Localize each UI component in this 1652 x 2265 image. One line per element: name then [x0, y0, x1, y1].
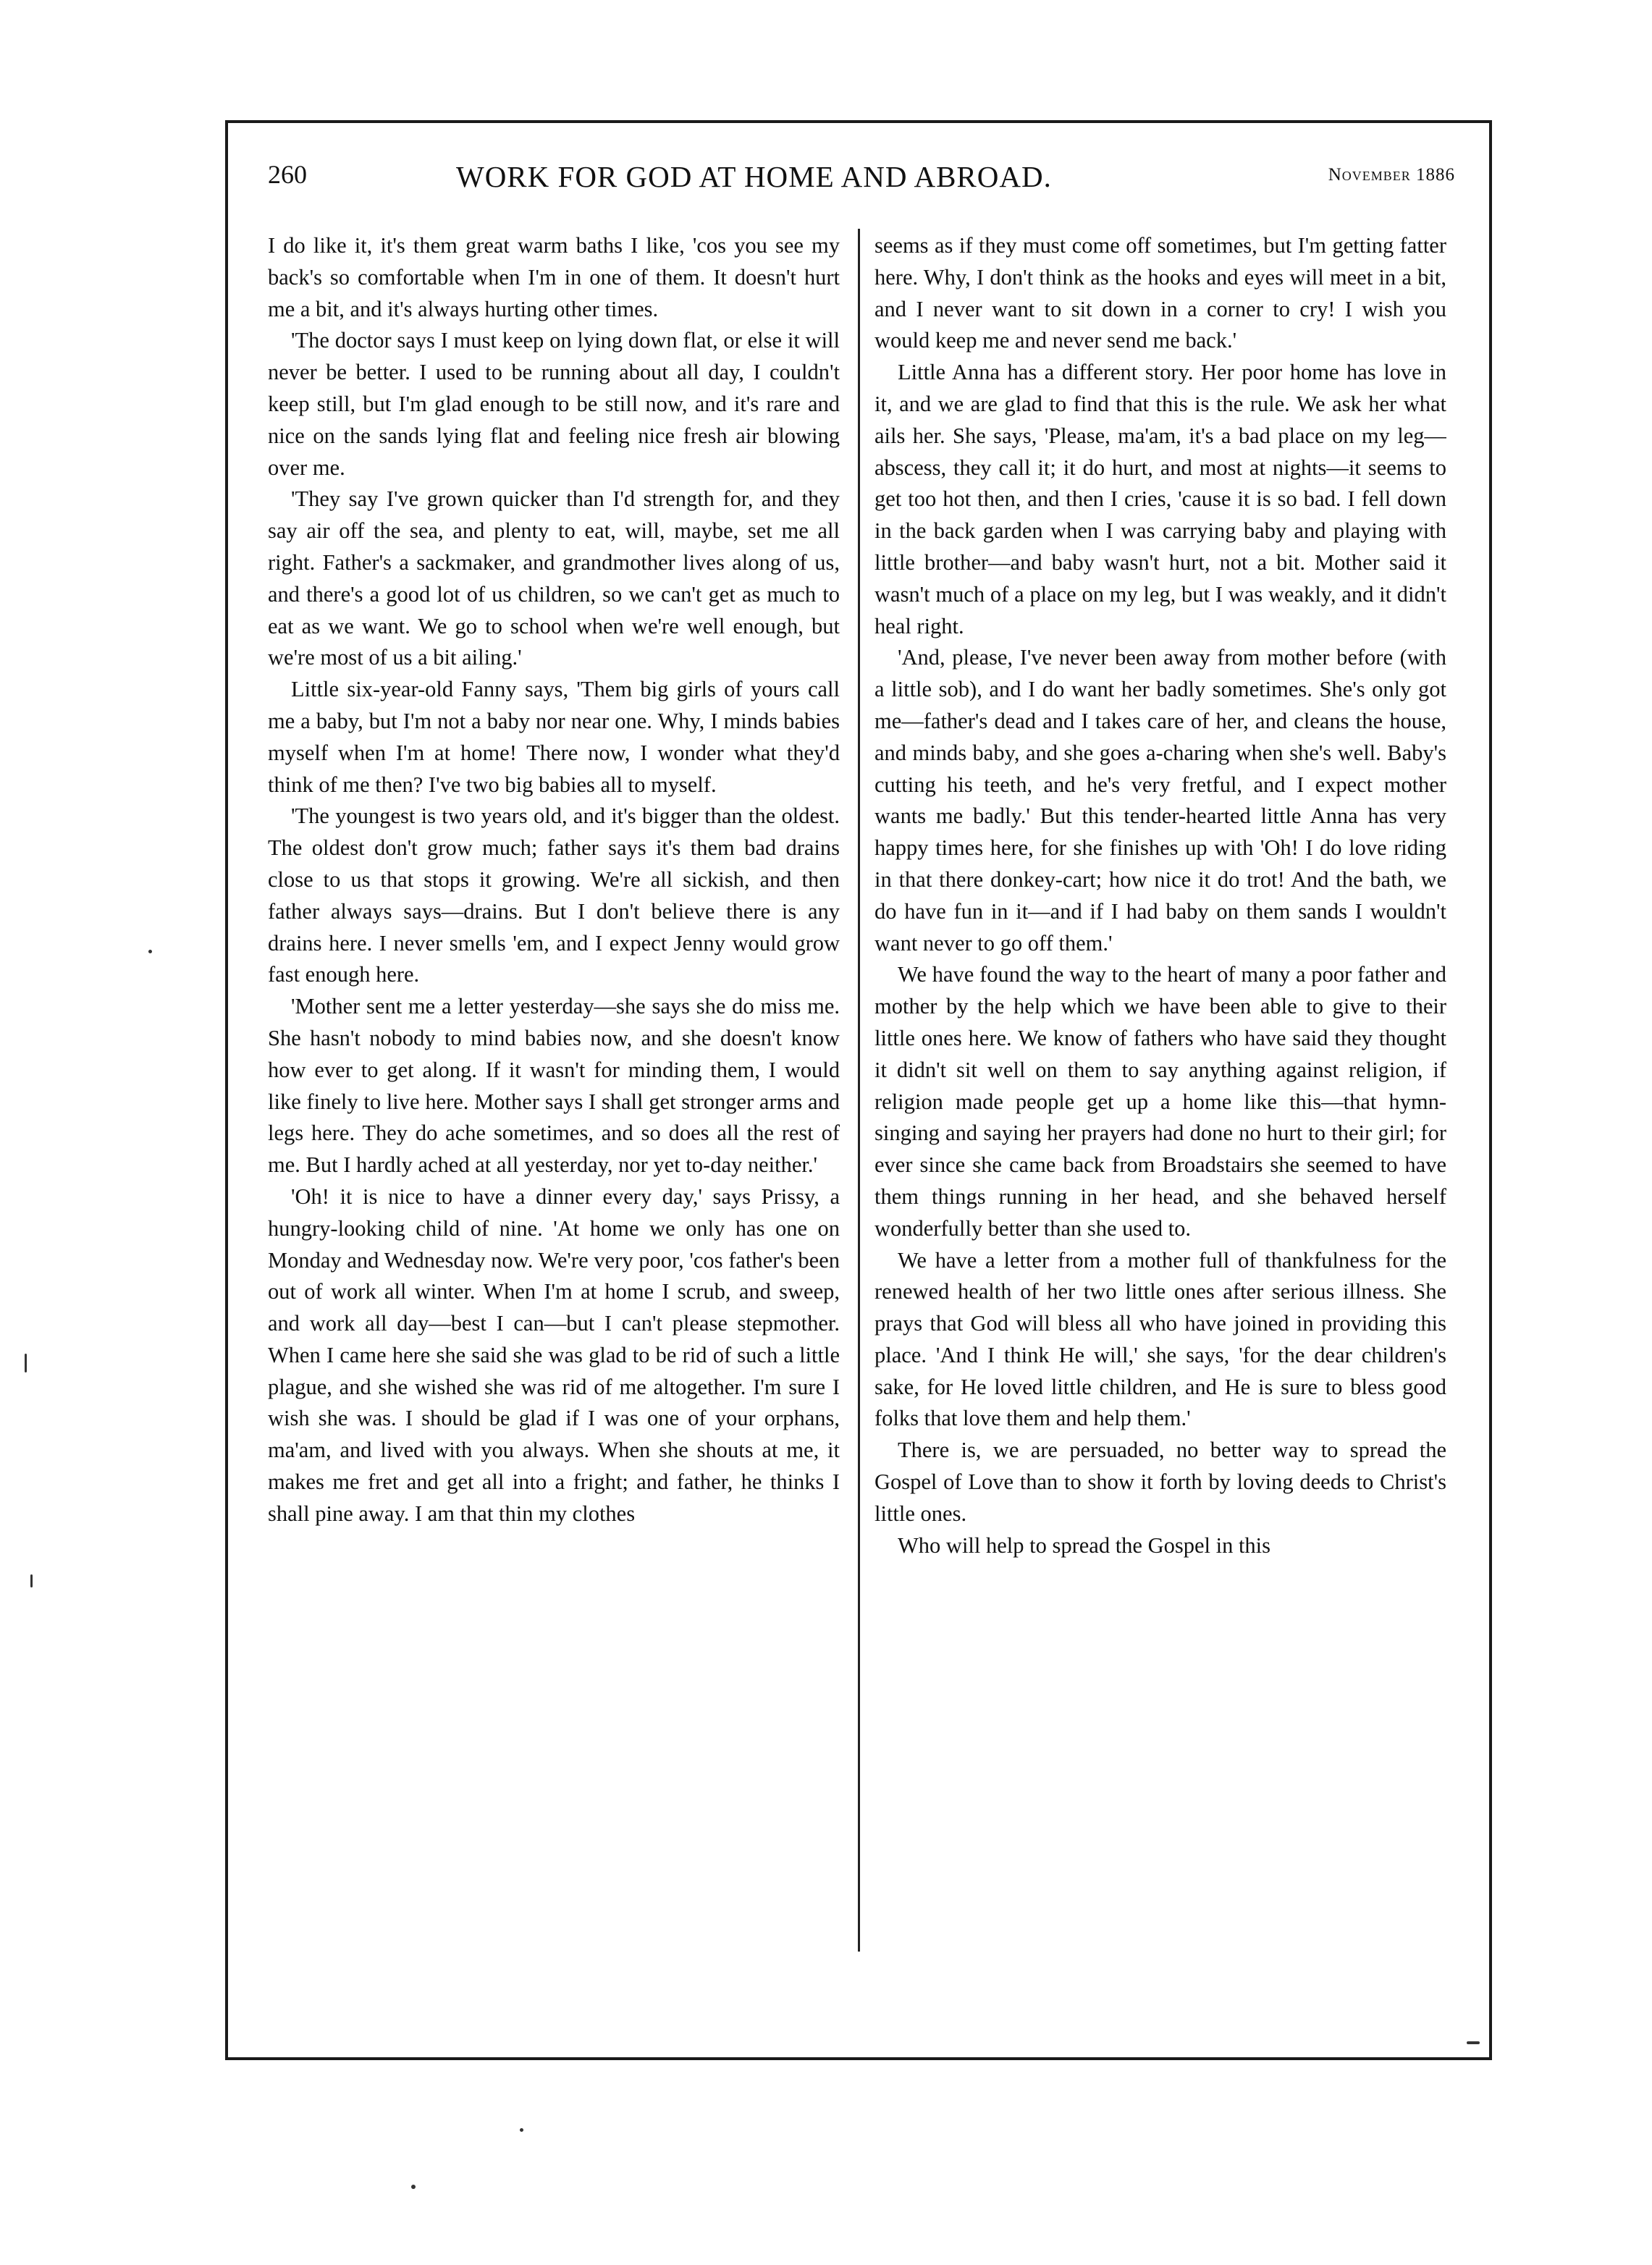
scan-speck	[411, 2185, 416, 2189]
paragraph: I do like it, it's them great warm baths I like, 'cos you see my back's so comfortable when I'm in one of them. It doesn't hurt me a bit, and it's always hurting other times.	[268, 233, 840, 321]
page-number: 260	[268, 160, 307, 189]
running-title: WORK FOR GOD AT HOME AND ABROAD.	[456, 160, 1052, 193]
paragraph: 'Mother sent me a letter yesterday—she says she do miss me. She hasn't nobody to mind babies now, and she doesn't know how ever to get along. If it wasn't for minding them, I would like finely to live here. Mother says I shall get stronger arms and legs here. They do ache sometimes, and so does all the rest of me. But I hardly ached at all yesterday, nor yet to-day neither.'	[268, 994, 840, 1178]
paragraph: 'The youngest is two years old, and it's bigger than the oldest. The oldest don't grow much; father says it's them bad drains close to us that stops it growing. We're all sickish, and then father always says—drains. But I don't believe there is any drains here. I never smells 'em, and I expect Jenny would grow fast enough here.	[268, 803, 840, 987]
paragraph: Little six-year-old Fanny says, 'Them big girls of yours call me a baby, but I'm not a baby nor near one. Why, I minds babies myself when I'm at home! There now, I wonder what they'd think of me then? I've two big babies all to myself.	[268, 677, 840, 797]
paragraph: We have found the way to the heart of many a poor father and mother by the help which we have been able to give to their little ones here. We know of fathers who have said they thought it didn't sit well on them to say anything against religion, if religion made people get up a home like this—that hymn-singing and saying her prayers had done no hurt to their girl; for ever since she came back from Broadstairs she seemed to have them things running in her head, and she behaved herself wonderfully better than she used to.	[875, 962, 1446, 1241]
paragraph: We have a letter from a mother full of thankfulness for the renewed health of her two little ones after serious illness. She prays that God will bless all who have joined in providing this place. 'And I think He will,' she says, 'for the dear children's sake, for He loved little children, and He is sure to bless good folks that love them and help them.'	[875, 1247, 1446, 1431]
paragraph: Little Anna has a different story. Her poor home has love in it, and we are glad to find that this is the rule. We ask her what ails her. She says, 'Please, ma'am, it's a bad place on my leg—abscess, they call it; it do hurt, and most at nights—it seems to get too hot then, and then I cries, 'cause it is so bad. I fell down in the back garden when I was carrying baby and playing with little brother—and baby wasn't hurt, not a bit. Mother said it wasn't much of a place on my leg, but I was weakly, and it didn't heal right.	[875, 360, 1446, 638]
paragraph: 'And, please, I've never been away from mother before (with a little sob), and I do want her badly sometimes. She's only got me—father's dead and I takes care of her, and cleans the house, and minds baby, and she goes a-charing when she's well. Baby's cutting his teeth, and he's very fretful, and I expect mother wants me badly.' But this tender-hearted little Anna has very happy times here, for she finishes up with 'Oh! I do love riding in that there donkey-cart; how nice it do trot! And the bath, we do have fun in it—and if I had baby on them sands I wouldn't want never to go off them.'	[875, 645, 1446, 956]
scan-speck	[25, 1354, 27, 1372]
paragraph: seems as if they must come off sometimes, but I'm getting fatter here. Why, I don't think as the hooks and eyes will meet in a bit, and I never want to sit down in a corner to cry! I wish you would keep me and never send me back.'	[875, 233, 1446, 353]
scan-speck	[1467, 2041, 1480, 2044]
right-column	[875, 230, 1446, 1967]
paragraph: 'Oh! it is nice to have a dinner every day,' says Prissy, a hungry-looking child of nine. 'At home we only has one on Monday and Wednesday now. We're very poor, 'cos father's been out of work all winter. When I'm at home I scrub, and sweep, and work all day—best I can—but I can't please stepmother. When I came here she said she was glad to be rid of such a little plague, and she wished she was rid of me altogether. I'm sure I wish she was. I should be glad if I was one of your orphans, ma'am, and lived with you always. When she shouts at me, it makes me fret and get all into a fright; and father, he thinks I shall pine away. I am that thin my clothes	[268, 1184, 840, 1526]
paragraph: There is, we are persuaded, no better way to spread the Gospel of Love than to show it forth by loving deeds to Christ's little ones.	[875, 1438, 1446, 1526]
column-divider	[858, 229, 860, 1952]
left-column	[268, 230, 840, 1967]
paragraph: 'They say I've grown quicker than I'd strength for, and they say air off the sea, and plenty to eat, will, maybe, set me all right. Father's a sackmaker, and grandmother lives along of us, and there's a good lot of us children, so we can't get as much to eat as we want. We go to school when we're well enough, but we're most of us a bit ailing.'	[268, 486, 840, 670]
paragraph: 'The doctor says I must keep on lying down flat, or else it will never be better. I used to be running about all day, I couldn't keep still, but I'm glad enough to be still now, and it's rare and nice on the sands lying flat and feeling nice fresh air blowing over me.	[268, 328, 840, 480]
scan-speck	[520, 2128, 523, 2132]
scan-speck	[30, 1574, 33, 1587]
paragraph: Who will help to spread the Gospel in this	[898, 1532, 1271, 1558]
issue-date: November 1886	[1328, 165, 1455, 185]
page-header	[268, 159, 1455, 203]
scan-speck	[148, 950, 152, 953]
